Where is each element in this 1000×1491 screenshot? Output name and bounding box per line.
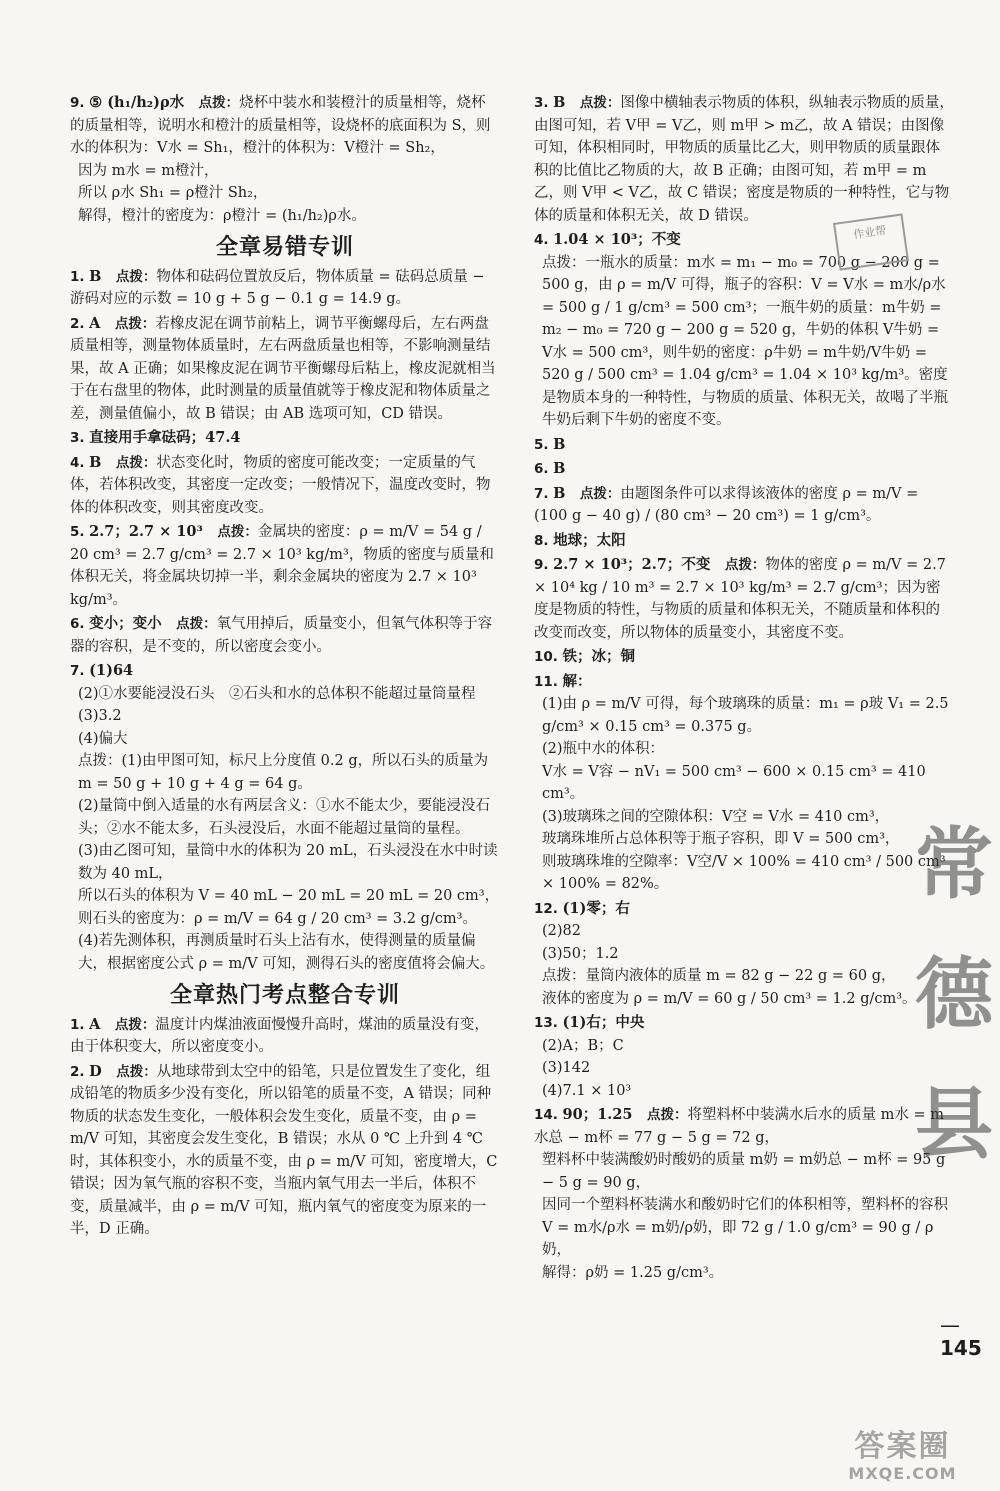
explanation-line: 若橡皮泥在调节前粘上，调节平衡螺母后，左右两盘质量相等，测量物体质量时，左右两盘质量也相等，不影响测量结果，故 A 正确；如果橡皮泥在调节平衡螺母后粘上，橡皮泥就相当于在右盘里的物体，此时测量的质量值就等于橡皮泥和物体质量之差，测量值偏小，故 B 错误；由 AB 选项可知，CD 错误。 xyxy=(70,315,496,422)
answer-item xyxy=(70,1061,500,1241)
answer-text: 铁；冰；铜 xyxy=(562,648,636,665)
explanation-line: 氧气用掉后，质量变小，但氧气体积等于容器的容积，是不变的，所以密度会变小。 xyxy=(70,616,493,655)
explanation-line: (3)由乙图可知，量筒中水的体积为 20 mL，石头浸没在水中时读数为 40 mL， xyxy=(78,843,498,882)
explanation-line: 所以 ρ水 Sh₁ = ρ橙汁 Sh₂， xyxy=(78,185,268,201)
answer-item xyxy=(534,898,954,1011)
answer-item xyxy=(70,521,500,611)
answer-item xyxy=(534,646,954,669)
site-watermark-url: MXQE.COM xyxy=(848,1464,957,1483)
explanation-line: (3)50；1.2 xyxy=(542,945,619,962)
answer-item xyxy=(70,1014,500,1059)
explanation-line: 塑料杯中装满酸奶时酸奶的质量 m奶 = m奶总 − m杯 = 95 g − 5 g = 90 g， xyxy=(542,1152,946,1191)
explanation-line: 将塑料杯中装满水后水的质量 m水 = m水总 − m杯 = 77 g − 5 g = 72 g， xyxy=(534,1107,945,1146)
question-number: 6. xyxy=(70,616,85,632)
explanation-line: 烧杯中装水和装橙汁的质量相等，烧杯的质量相等，说明水和橙汁的质量相等，设烧杯的底面积为 S，则水的体积为：V水 = Sh₁，橙汁的体积为：V橙汁 = Sh₂， xyxy=(70,95,491,156)
explanation-line: 图像中横轴表示物质的体积，纵轴表示物质的质量，由图可知，若 V甲 = V乙，则 m甲 > m乙，故 A 错误；由图像可知，体积相同时，甲物质的质量比乙大，则甲物质的质量跟体积的比值比乙物质的大，故 B 正确；由图可知，若 m甲 = m乙，则 V甲 < V乙，故 C 错误；密度是物质的一种特性，它与物体的质量和体积无关，故 D 错误。 xyxy=(534,95,954,224)
answer-item xyxy=(534,92,954,227)
hint-label: 点拨： xyxy=(198,95,240,111)
answer-head xyxy=(534,458,954,481)
answer-item xyxy=(70,660,500,975)
explanation-line: (2)①水要能浸没石头 ②石头和水的总体积不能超过量筒量程 xyxy=(78,685,476,702)
question-number: 5. xyxy=(534,436,549,453)
answer-text: 2.7；2.7 × 10³ xyxy=(89,523,203,540)
answer-head xyxy=(70,660,500,683)
explanation-line: (2)82 xyxy=(542,923,581,939)
hint-label: 点拨： xyxy=(724,557,766,573)
answer-item xyxy=(70,92,500,227)
explanation-line: (3)3.2 xyxy=(78,708,122,724)
answer-item xyxy=(70,313,500,426)
left-column xyxy=(70,92,500,1243)
answer-head xyxy=(70,613,500,658)
answer-head xyxy=(534,483,954,528)
answer-head xyxy=(70,521,500,611)
question-number: 2. xyxy=(70,315,85,332)
question-number: 5. xyxy=(70,524,85,540)
hint-label: 点拨： xyxy=(647,1107,688,1123)
explanation-line: (2)A；B；C xyxy=(542,1037,624,1054)
answer-item xyxy=(70,427,500,450)
answer-text: (1)64 xyxy=(89,662,134,679)
question-number: 6. xyxy=(534,461,549,477)
answer-head xyxy=(70,452,500,520)
question-number: 13. xyxy=(534,1015,558,1031)
explanation-line: 因为 m水 = m橙汁， xyxy=(78,162,219,179)
question-number: 11. xyxy=(534,673,558,690)
page-number: — 145 xyxy=(940,1314,1000,1359)
explanation-line: 金属块的密度：ρ = m/V = 54 g / 20 cm³ = 2.7 g/cm³ = 2.7 × 10³ kg/m³，物质的密度与质量和体积无关，将金属块切掉一半，剩余金属块的密度为 2.7 × 10³ kg/m³。 xyxy=(70,524,494,608)
answer-head xyxy=(70,1061,500,1241)
answer-head xyxy=(534,898,954,921)
explanation-line: 由题图条件可以求得该液体的密度 ρ = m/V = (100 g − 40 g) / (80 cm³ − 20 cm³) = 1 g/cm³。 xyxy=(534,485,919,524)
question-number: 12. xyxy=(534,900,558,917)
question-number: 4. xyxy=(70,454,85,471)
answer-head xyxy=(534,434,954,457)
question-number: 1. xyxy=(70,1016,85,1033)
answer-text: B xyxy=(89,267,102,285)
answer-text: B xyxy=(553,435,566,453)
question-number: 4. xyxy=(534,232,549,248)
stamp-watermark: 作业帮 xyxy=(833,213,909,270)
question-number: 3. xyxy=(70,430,85,446)
answer-head xyxy=(534,1104,954,1149)
answer-text: A xyxy=(89,314,101,332)
answer-item xyxy=(70,452,500,520)
answer-item xyxy=(534,1012,954,1102)
explanation-line: (2)量筒中倒入适量的水有两层含义：①水不能太少，要能浸没石头；②水不能太多，石头浸没后，水面不能超过量筒的量程。 xyxy=(78,798,491,837)
answer-head xyxy=(534,92,954,227)
hint-label: 点拨： xyxy=(579,485,621,502)
answer-head xyxy=(534,671,954,694)
hint-label: 点拨： xyxy=(217,524,258,540)
hint-label: 点拨： xyxy=(579,95,621,111)
answer-item xyxy=(534,434,954,457)
explanation-line: 则石头的密度为：ρ = m/V = 64 g / 20 cm³ = 3.2 g/cm³。 xyxy=(78,910,477,927)
answer-item xyxy=(534,1104,954,1284)
explanation-line: 点拨：一瓶水的质量：m水 = m₁ − m₀ = 700 g − 200 g = 500 g，由 ρ = m/V 可得，瓶子的容积：V = V水 = m水/ρ水 = 500 g / 1 g/cm³ = 500 cm³；一瓶牛奶的质量：m牛奶 = m₂ − m₀ = 720 g − 200 g = 520 g，牛奶的体积 V牛奶 = V水 = 500 cm³，则牛奶的密度：ρ牛奶 = m牛奶/V牛奶 = 520 g / 500 cm³ = 1.04 g/cm³ = 1.04 × 10³ kg/m³。密度是物质本身的一种特性，与物质的质量、体积无关，故喝了半瓶牛奶后剩下牛奶的密度不变。 xyxy=(542,254,948,428)
answer-item xyxy=(534,671,954,896)
answer-item xyxy=(534,458,954,481)
question-number: 8. xyxy=(534,532,549,549)
answer-text: 地球；太阳 xyxy=(553,531,626,549)
answer-text: D xyxy=(89,1062,102,1080)
explanation-line: (4)7.1 × 10³ xyxy=(542,1082,632,1099)
site-watermark-cn: 答案圈 xyxy=(854,1429,951,1464)
right-column xyxy=(534,92,954,1286)
section-title: 全章热门考点整合专训 xyxy=(169,983,400,1008)
question-number: 2. xyxy=(70,1063,85,1080)
answer-item xyxy=(534,483,954,528)
explanation-line: 从地球带到太空中的铅笔，只是位置发生了变化，组成铅笔的物质多少没有变化，所以铅笔的质量不变，A 错误；同种物质的状态发生变化，一般体积会发生变化，质量不变，由 ρ = m/V 可知，其密度会发生变化，B 错误；水从 0 ℃ 上升到 4 ℃ 时，其体积变小，水的质量不变，由 ρ = m/V 可知，密度增大，C 错误；因为氧气瓶的容积不变，当瓶内氧气用去一半后，体积不变，质量减半，由 ρ = m/V 可知，瓶内氧气的密度变为原来的一半，D 正确。 xyxy=(70,1063,498,1237)
question-number: 3. xyxy=(534,95,549,111)
question-number: 7. xyxy=(534,485,549,502)
answer-item xyxy=(70,266,500,311)
answer-text: 1.04 × 10³；不变 xyxy=(553,231,681,248)
answer-text: 解： xyxy=(562,672,592,690)
answer-text: 变小；变小 xyxy=(89,615,162,632)
answer-head xyxy=(534,1012,954,1035)
explanation-line: (3)142 xyxy=(542,1060,591,1076)
answer-head xyxy=(534,530,954,553)
question-number: 9. xyxy=(534,557,549,573)
explanation-line: 点拨：量筒内液体的质量 m = 82 g − 22 g = 60 g， xyxy=(542,968,896,984)
question-number: 7. xyxy=(70,663,85,679)
hint-label: 点拨： xyxy=(115,268,157,285)
hint-label: 点拨： xyxy=(176,616,217,632)
answer-item xyxy=(534,530,954,553)
question-number: 10. xyxy=(534,649,558,665)
explanation-line: (1)由 ρ = m/V 可得，每个玻璃珠的质量：m₁ = ρ玻 V₁ = 2.5 g/cm³ × 0.15 cm³ = 0.375 g。 xyxy=(542,696,949,735)
answer-head xyxy=(70,266,500,311)
explanation-line: V水 = V容 − nV₁ = 500 cm³ − 600 × 0.15 cm³ = 410 cm³。 xyxy=(542,763,926,802)
answer-item xyxy=(534,554,954,644)
question-number: 14. xyxy=(534,1107,558,1123)
question-number: 9. xyxy=(70,95,85,111)
answer-text: B xyxy=(89,453,102,471)
explanation-line: (3)玻璃珠之间的空隙体积：V空 = V水 = 410 cm³， xyxy=(542,808,890,825)
explanation-line: (2)瓶中水的体积： xyxy=(542,741,665,757)
explanation-line: (4)若先测体积，再测质量时石头上沾有水，使得测量的质量偏大，根据密度公式 ρ = m/V 可知，测得石头的密度值将会偏大。 xyxy=(78,933,495,972)
answer-item xyxy=(70,613,500,658)
answer-head xyxy=(70,313,500,426)
answer-head xyxy=(534,554,954,644)
explanation-line: 温度计内煤油液面慢慢升高时，煤油的质量没有变，由于体积变大，所以密度变小。 xyxy=(70,1016,489,1055)
answer-head xyxy=(534,646,954,669)
answer-text: (1)右；中央 xyxy=(562,1014,645,1031)
explanation-line: 物体的密度 ρ = m/V = 2.7 × 10⁴ kg / 10 m³ = 2.7 × 10³ kg/m³ = 2.7 g/cm³；因为密度是物质的特性，与物质的质量和体积无关，不随质量和体积的改变而改变，所以物体的质量变小，其密度不变。 xyxy=(534,557,946,641)
hint-label: 点拨： xyxy=(114,1016,156,1033)
answer-text: 90；1.25 xyxy=(562,1106,633,1123)
answer-text: ⑤ (h₁/h₂)ρ水 xyxy=(89,94,185,111)
answer-text: B xyxy=(553,94,566,111)
hint-label: 点拨： xyxy=(116,1063,157,1080)
section-title: 全章易错专训 xyxy=(215,235,354,260)
hint-label: 点拨： xyxy=(114,315,156,332)
answer-head xyxy=(70,92,500,160)
answer-text: 直接用手拿砝码；47.4 xyxy=(89,429,241,446)
explanation-line: 则玻璃珠堆的空隙率：V空/V × 100% = 410 cm³ / 500 cm³ × 100% = 82%。 xyxy=(542,853,946,892)
question-number: 1. xyxy=(70,268,85,285)
answer-head xyxy=(70,1014,500,1059)
answer-head xyxy=(70,427,500,450)
vertical-watermark: 常德县 xyxy=(915,820,994,1170)
explanation-line: 点拨：(1)由甲图可知，标尺上分度值 0.2 g，所以石头的质量为 m = 50 g + 10 g + 4 g = 64 g。 xyxy=(78,753,489,792)
answer-text: (1)零；右 xyxy=(562,899,630,917)
explanation-line: 所以石头的体积为 V = 40 mL − 20 mL = 20 mL = 20 cm³， xyxy=(78,888,500,904)
site-watermark xyxy=(815,1430,990,1488)
hint-label: 点拨： xyxy=(115,454,157,471)
explanation-line: 玻璃珠堆所占总体积等于瓶子容积，即 V = 500 cm³， xyxy=(542,831,900,847)
answer-text: 2.7 × 10³；2.7；不变 xyxy=(553,556,711,573)
answer-text: A xyxy=(89,1015,101,1033)
answer-text: B xyxy=(553,460,566,477)
explanation-line: 状态变化时，物质的密度可能改变；一定质量的气体，若体积改变，其密度一定改变；一般情况下，温度改变时，物体的体积改变，则其密度改变。 xyxy=(70,454,491,516)
explanation-line: 因同一个塑料杯装满水和酸奶时它们的体积相等，塑料杯的容积 V = m水/ρ水 = m奶/ρ奶，即 72 g / 1.0 g/cm³ = 90 g / ρ奶， xyxy=(542,1197,948,1258)
explanation-line: (4)偏大 xyxy=(78,730,128,747)
explanation-line: 液体的密度为 ρ = m/V = 60 g / 50 cm³ = 1.2 g/cm³。 xyxy=(542,990,917,1007)
explanation-line: 物体和砝码位置放反后，物体质量 = 砝码总质量 − 游码对应的示数 = 10 g + 5 g − 0.1 g = 14.9 g。 xyxy=(70,268,485,307)
answer-text: B xyxy=(553,484,566,502)
explanation-line: 解得：ρ奶 = 1.25 g/cm³。 xyxy=(542,1264,724,1281)
explanation-line: 解得，橙汁的密度为：ρ橙汁 = (h₁/h₂)ρ水。 xyxy=(78,207,366,224)
